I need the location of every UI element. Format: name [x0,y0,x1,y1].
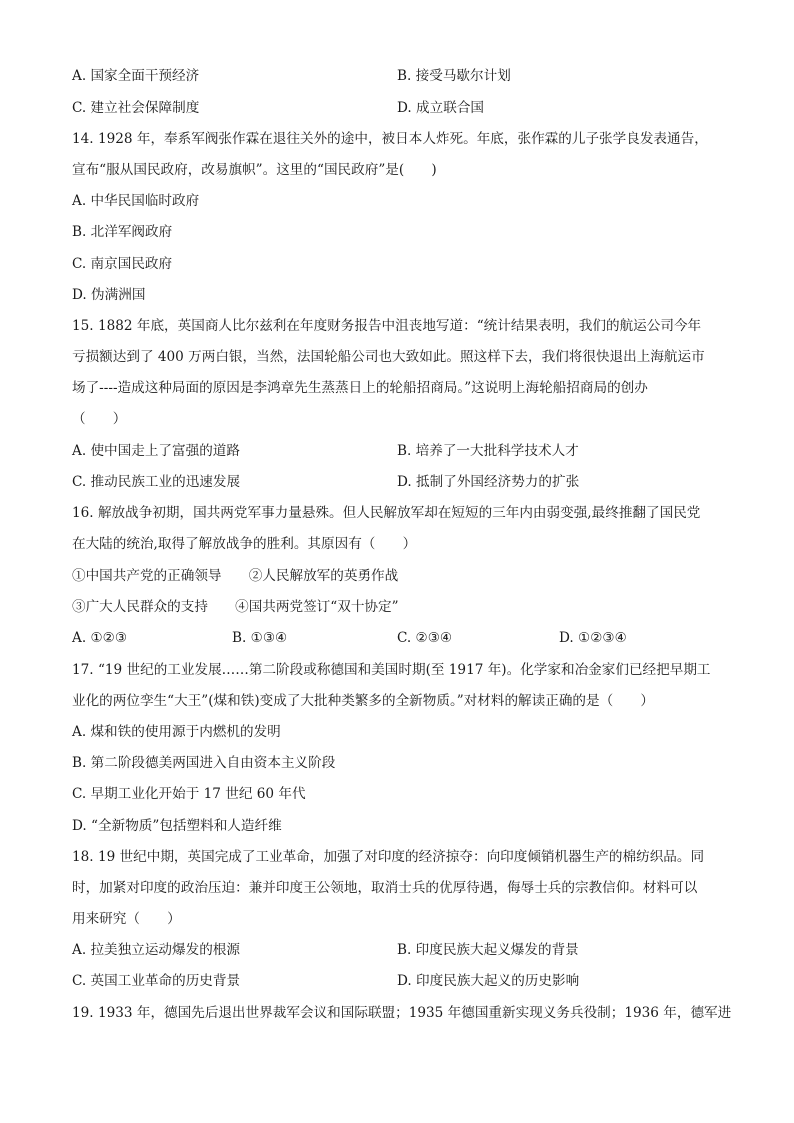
q13-option-b[interactable]: B. 接受马歇尔计划 [397,68,511,84]
q15-option-a[interactable]: A. 使中国走上了富强的道路 [72,443,240,459]
q17-stem-line: 业化的两位孪生“大王”(煤和铁)变成了大批种类繁多的全新物质。”对材料的解读正确的是（ ） [72,693,654,709]
q14-stem-line: 14. 1928 年，奉系军阀张作霖在退往关外的途中，被日本人炸死。年底，张作霖的儿子张学良发表通告， [72,131,708,147]
q18-stem-line: 时，加紧对印度的政治压迫：兼并印度王公领地，取消士兵的优厚待遇，侮辱士兵的宗教信仰。材料可以 [72,880,698,896]
q14-option-b[interactable]: B. 北洋军阀政府 [72,224,173,240]
q14-stem-line: 宣布“服从国民政府，改易旗帜”。这里的“国民政府”是( ) [72,162,437,178]
q18-option-d[interactable]: D. 印度民族大起义的历史影响 [397,973,580,989]
q17-option-d[interactable]: D. “全新物质”包括塑料和人造纤维 [72,818,282,834]
q15-option-d[interactable]: D. 抵制了外国经济势力的扩张 [397,474,580,490]
q14-option-c[interactable]: C. 南京国民政府 [72,256,173,272]
q16-stem-line: 16. 解放战争初期，国共两党军事力量悬殊。但人民解放军却在短短的三年内由弱变强,最终推翻了国民党 [72,505,701,521]
q13-option-d[interactable]: D. 成立联合国 [397,100,485,116]
q16-stem-line: 在大陆的统治,取得了解放战争的胜利。其原因有（ ） [72,536,417,552]
q18-option-c[interactable]: C. 英国工业革命的历史背景 [72,973,241,989]
q17-option-a[interactable]: A. 煤和铁的使用源于内燃机的发明 [72,724,281,740]
q18-stem-line: 用来研究（ ） [72,911,181,927]
q16-option-c[interactable]: C. ②③④ [397,630,453,646]
q16-items-line: ①中国共产党的正确领导 ②人民解放军的英勇作战 [72,568,399,584]
q13-option-c[interactable]: C. 建立社会保障制度 [72,100,200,116]
q14-option-d[interactable]: D. 伪满洲国 [72,287,146,303]
q17-stem-line: 17. “19 世纪的工业发展……第二阶段或称德国和美国时期(至 1917 年)。化学家和冶金家们已经把早期工 [72,662,711,678]
q15-stem-line: 亏损额达到了 400 万两白银，当然，法国轮船公司也大致如此。照这样下去，我们将很快退出上海航运市 [72,349,705,365]
q15-stem-line: 15. 1882 年底，英国商人比尔兹利在年度财务报告中沮丧地写道：“统计结果表明，我们的航运公司今年 [72,318,702,334]
q18-stem-line: 18. 19 世纪中期，英国完成了工业革命，加强了对印度的经济掠夺：向印度倾销机器生产的棉纺织品。同 [72,849,705,865]
q16-option-d[interactable]: D. ①②③④ [559,630,627,646]
q16-option-a[interactable]: A. ①②③ [72,630,128,646]
q15-stem-line: 场了----造成这种局面的原因是李鸿章先生蒸蒸日上的轮船招商局。”这说明上海轮船招商局的创办 [72,380,648,396]
q15-answer-blank: （ ） [72,411,127,427]
q18-option-b[interactable]: B. 印度民族大起义爆发的背景 [397,942,579,958]
q17-option-b[interactable]: B. 第二阶段德美两国进入自由资本主义阶段 [72,755,336,771]
q16-items-line: ③广大人民群众的支持 ④国共两党签订“双十协定” [72,599,399,615]
q18-option-a[interactable]: A. 拉美独立运动爆发的根源 [72,942,240,958]
q16-option-b[interactable]: B. ①③④ [232,630,288,646]
q15-option-b[interactable]: B. 培养了一大批科学技术人才 [397,443,579,459]
q14-option-a[interactable]: A. 中华民国临时政府 [72,193,200,209]
q19-stem-line: 19. 1933 年，德国先后退出世界裁军会议和国际联盟；1935 年德国重新实现义务兵役制；1936 年，德军进 [72,1005,732,1021]
q15-option-c[interactable]: C. 推动民族工业的迅速发展 [72,474,241,490]
q17-option-c[interactable]: C. 早期工业化开始于 17 世纪 60 年代 [72,786,306,802]
q13-option-a[interactable]: A. 国家全面干预经济 [72,68,200,84]
